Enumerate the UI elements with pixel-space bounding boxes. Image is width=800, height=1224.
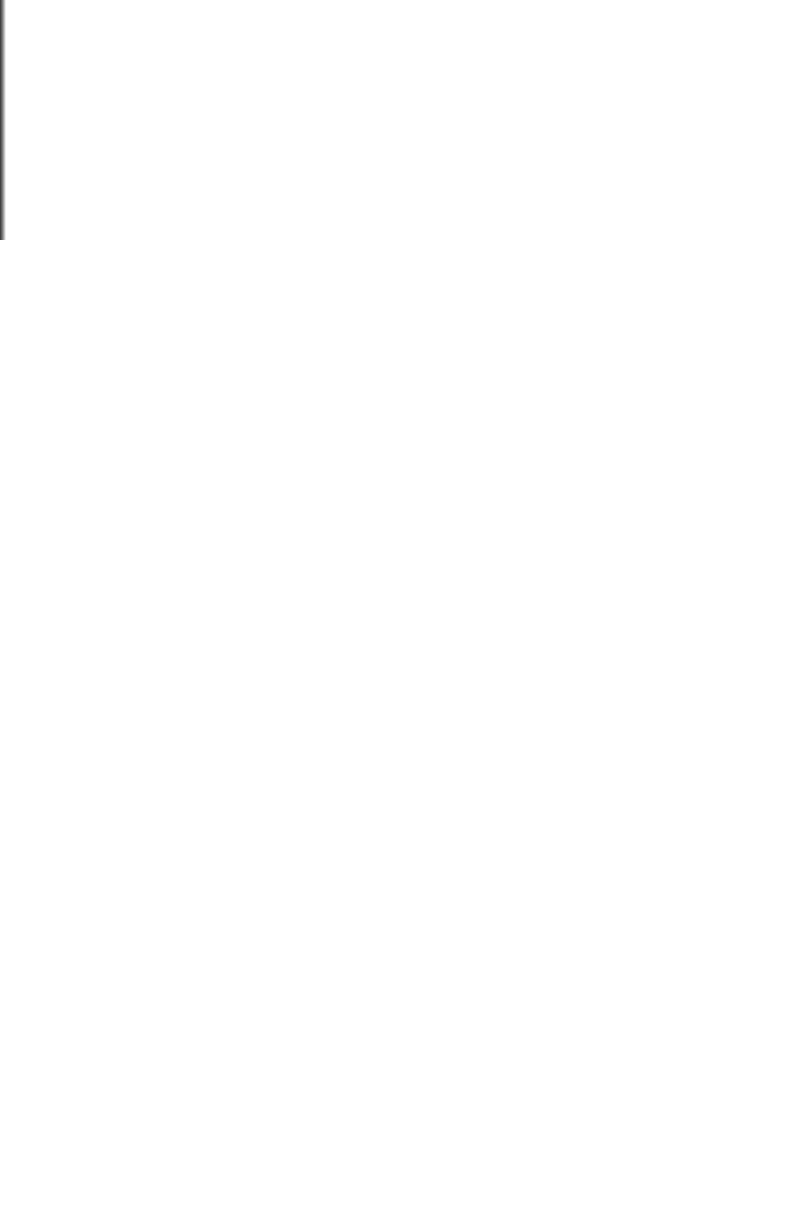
watermark-logo <box>604 1128 794 1210</box>
page-edge-shadow <box>0 0 6 240</box>
